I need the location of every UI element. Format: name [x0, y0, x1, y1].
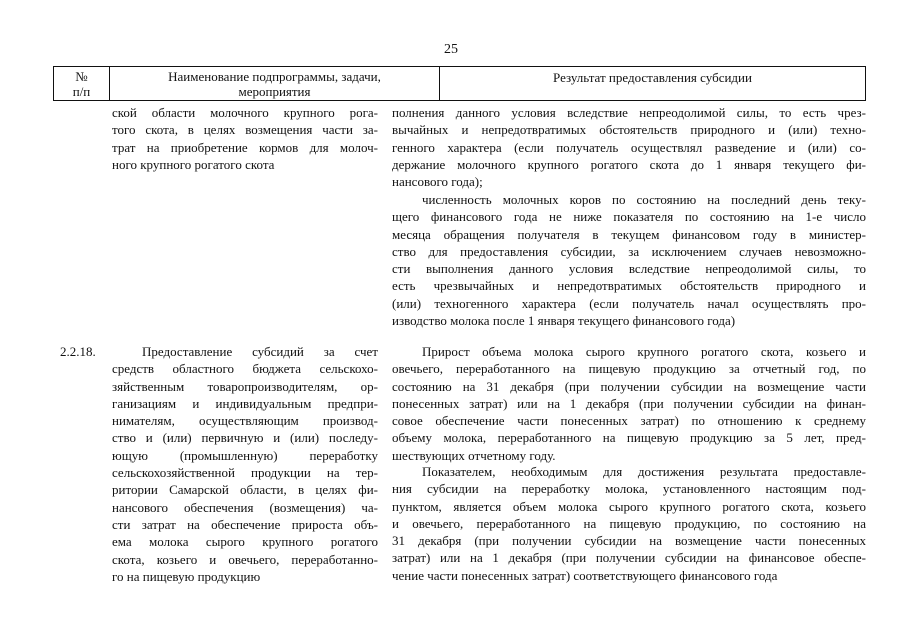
- text-line: месяца обращения получателя в текущем финансовом году в министер-: [392, 226, 866, 242]
- text-line: шествующих отчетному году.: [392, 447, 556, 463]
- text-line: затрат) или на 1 декабря (при получении субсидии на финансовое обеспе-: [392, 550, 866, 566]
- text-line: ство и (или) первичную и (или) последу-: [112, 430, 378, 446]
- row-2218-result-paragraph-2: [392, 463, 866, 584]
- text-line: ного крупного рогатого скота: [112, 156, 275, 172]
- text-line: нансового года);: [392, 174, 483, 190]
- prev-row-result-paragraph-1: [392, 104, 866, 190]
- text-line: держание молочного крупного рогатого скота до 1 января текущего фи-: [392, 156, 866, 172]
- table-header: [53, 66, 866, 101]
- row-2218-result-paragraph-1: [392, 343, 866, 464]
- text-line: ритории Самарской области, в целях фи-: [112, 482, 378, 498]
- text-line: средств областного бюджета сельскохо-: [112, 361, 378, 377]
- text-line: зяйственным товаропроизводителям, ор-: [112, 378, 378, 394]
- text-line: численность молочных коров по состоянию на последний день теку-: [422, 192, 866, 207]
- text-line: и овечьего, переработанного на пищевую продукцию, по состоянию на: [392, 515, 866, 531]
- text-line: сельскохозяйственной продукции на тер-: [112, 465, 378, 481]
- text-line: щего финансового года не ниже показателя по состоянию на 1-е число: [392, 209, 866, 225]
- text-line: го на пищевую продукцию: [112, 568, 261, 584]
- text-line: скота, козьего и овечьего, переработанно-: [112, 551, 378, 567]
- text-line: объему молока, переработанного на пищевую продукцию за 5 лет, пред-: [392, 430, 866, 446]
- text-line: совое обеспечение части понесенных затрат) по отношению к среднему: [392, 413, 866, 429]
- text-line: понесенных затрат) или на 1 декабря (при получении субсидии на финан-: [392, 395, 866, 411]
- page-number: 25: [444, 42, 458, 57]
- row-number: 2.2.18.: [60, 344, 96, 359]
- text-line: овечьего, переработанного на пищевую продукцию за отчетный год, по: [392, 361, 866, 377]
- text-line: Прирост объема молока сырого крупного рогатого скота, козьего и: [422, 344, 866, 359]
- text-line: ема молока сырого крупного рогатого: [112, 534, 378, 550]
- header-col-name-line2: мероприятия: [238, 84, 311, 99]
- text-line: Показателем, необходимым для достижения результата предоставле-: [422, 464, 866, 479]
- row-2218-name-cell: [112, 343, 378, 585]
- text-line: изводство молока после 1 января текущего финансового года): [392, 313, 736, 329]
- text-line: трат на приобретение кормов для молоч-: [112, 139, 378, 155]
- text-line: нансового обеспечения (возмещения) ча-: [112, 499, 378, 515]
- text-line: нимателям, осуществляющим производ-: [112, 413, 378, 429]
- text-line: сти выполнения данного условия вследствие непреодолимой силы, то: [392, 261, 866, 277]
- text-line: ство для предоставления субсидии, за исключением случаев невозможно-: [392, 243, 866, 259]
- prev-row-name-cell: [112, 104, 378, 173]
- header-col-name-line1: Наименование подпрограммы, задачи,: [168, 69, 381, 84]
- text-line: того скота, в целях возмещения части за-: [112, 122, 378, 138]
- header-col-number: [54, 67, 110, 100]
- text-line: ской области молочного крупного рога-: [112, 105, 378, 120]
- text-line: ния субсидии на переработку молока, установленного настоящим под-: [392, 481, 866, 497]
- text-line: генного характера (если получатель осуществлял разведение и (или) со-: [392, 139, 866, 155]
- text-line: состоянию на 31 декабря (при получении субсидии на возмещение части: [392, 378, 866, 394]
- text-line: есть чрезвычайных и непредотвратимых обстоятельств природного и: [392, 278, 866, 294]
- header-col-number-line1: №: [75, 69, 88, 84]
- text-line: Предоставление субсидий за счет: [142, 344, 378, 359]
- text-line: вычайных и непредотвратимых обстоятельств природного и (или) техно-: [392, 122, 866, 138]
- text-line: ющую (промышленную) переработку: [112, 447, 378, 463]
- text-line: ганизациям и индивидуальным предпри-: [112, 395, 378, 411]
- text-line: полнения данного условия вследствие непреодолимой силы, то есть чрез-: [392, 105, 866, 120]
- header-col-number-line2: п/п: [72, 84, 91, 99]
- header-col-result: Результат предоставления субсидии: [553, 70, 752, 85]
- text-line: (или) техногенного характера (если получатель начал осуществлять про-: [392, 295, 866, 311]
- text-line: 31 декабря (при получении субсидии на возмещение части понесенных: [392, 533, 866, 549]
- text-line: сти затрат на обеспечение прироста объ-: [112, 516, 378, 532]
- prev-row-result-paragraph-2: [392, 191, 866, 329]
- text-line: пунктом, является объем молока сырого крупного рогатого скота, козьего: [392, 498, 866, 514]
- text-line: чение части понесенных затрат) соответствующего финансового года: [392, 567, 778, 583]
- header-col-name: [110, 67, 440, 100]
